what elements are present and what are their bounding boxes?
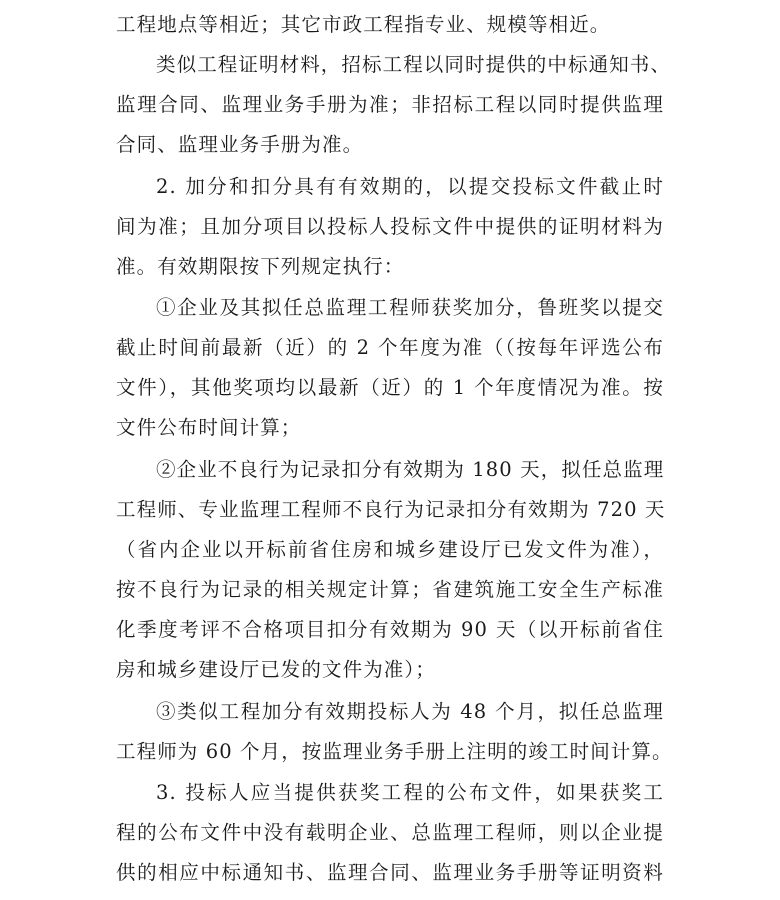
text-line: （省内企业以开标前省住房和城乡建设厅已发文件为准），	[116, 538, 664, 561]
text-line: 截止时间前最新（近）的 2 个年度为准（（按每年评选公布	[116, 336, 664, 359]
text-line: ③类似工程加分有效期投标人为 48 个月，拟任总监理	[156, 700, 664, 723]
text-line: 准。有效期限按下列规定执行：	[116, 255, 405, 278]
text-line: 工程师为 60 个月，按监理业务手册上注明的竣工时间计算。	[116, 740, 673, 763]
text-line: 按不良行为记录的相关规定计算；省建筑施工安全生产标准	[116, 578, 664, 601]
text-line: 间为准；且加分项目以投标人投标文件中提供的证明材料为	[116, 215, 664, 238]
text-line: 文件），其他奖项均以最新（近）的 1 个年度情况为准。按	[116, 376, 664, 399]
text-line: 工程地点等相近；其它市政工程指专业、规模等相近。	[116, 13, 611, 36]
text-line: 程的公布文件中没有载明企业、总监理工程师，则以企业提	[116, 821, 664, 844]
text-line: 2. 加分和扣分具有有效期的，以提交投标文件截止时	[156, 175, 664, 198]
text-line: 工程师、专业监理工程师不良行为记录扣分有效期为 720 天	[116, 498, 666, 521]
text-line: ①企业及其拟任总监理工程师获奖加分，鲁班奖以提交	[156, 296, 664, 319]
text-line: 合同、监理业务手册为准。	[116, 133, 364, 156]
text-line: 监理合同、监理业务手册为准；非招标工程以同时提供监理	[116, 93, 664, 116]
text-line: 文件公布时间计算；	[116, 416, 302, 439]
text-line: ②企业不良行为记录扣分有效期为 180 天，拟任总监理	[156, 458, 665, 481]
text-line: 化季度考评不合格项目扣分有效期为 90 天（以开标前省住	[116, 618, 664, 641]
text-line: 3. 投标人应当提供获奖工程的公布文件，如果获奖工	[156, 781, 664, 804]
text-line: 类似工程证明材料，招标工程以同时提供的中标通知书、	[156, 53, 672, 76]
text-line: 房和城乡建设厅已发的文件为准）；	[116, 658, 436, 681]
text-line: 供的相应中标通知书、监理合同、监理业务手册等证明资料	[116, 861, 664, 884]
